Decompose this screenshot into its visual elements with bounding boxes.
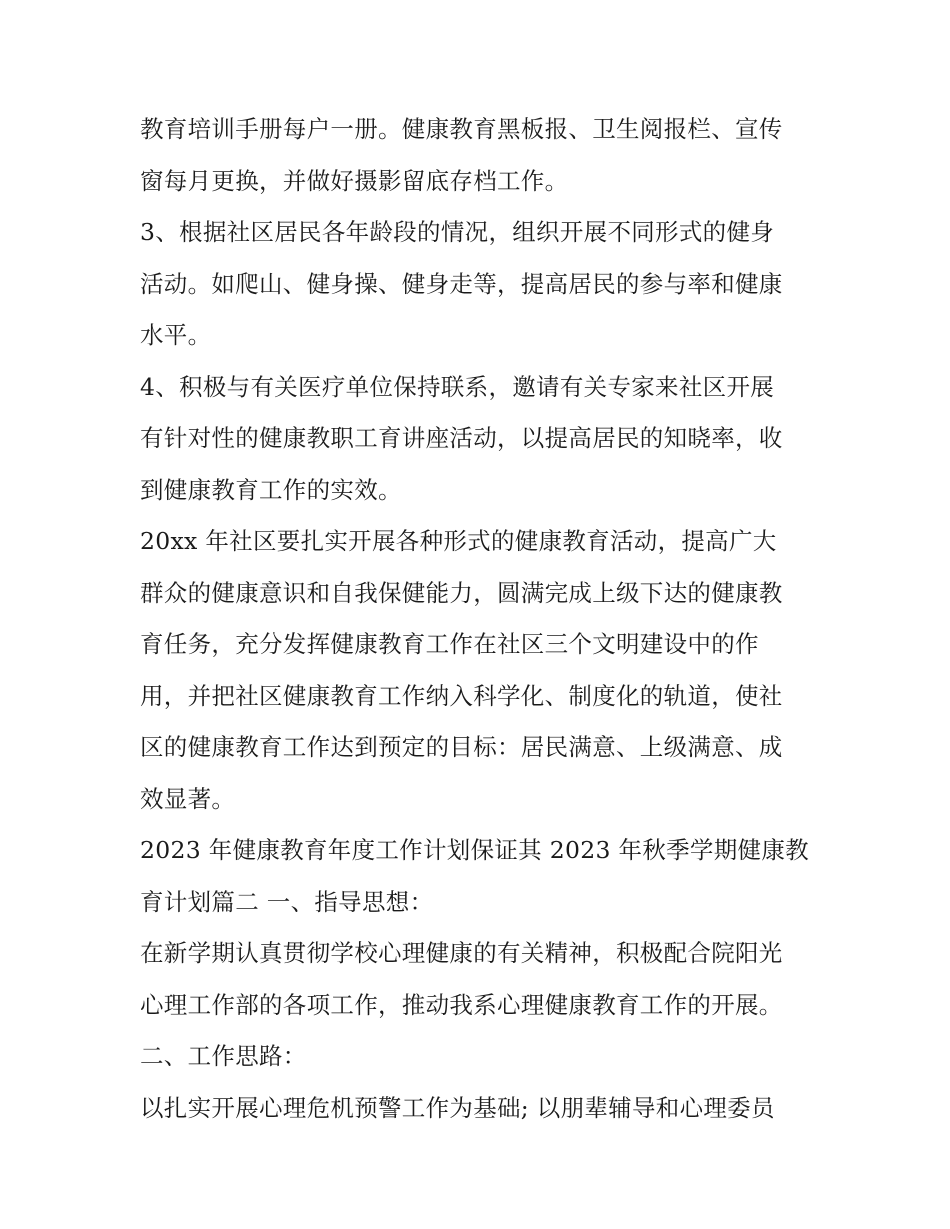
text-line: 窗每月更换，并做好摄影留底存档工作。 xyxy=(140,166,569,195)
text-line: 教育培训手册每户一册。健康教育黑板报、卫生阅报栏、宣传 xyxy=(140,115,783,143)
text-line: 3、根据社区居民各年龄段的情况，组织开展不同形式的健身 xyxy=(140,218,775,246)
text-line: 有针对性的健康教职工育讲座活动，以提高居民的知晓率，收 xyxy=(140,424,783,452)
text-line: 心理工作部的各项工作，推动我系心理健康教育工作的开展。 xyxy=(140,990,783,1019)
text-line: 群众的健康意识和自我保健能力，圆满完成上级下达的健康教 xyxy=(140,578,783,607)
text-line: 以扎实开展心理危机预警工作为基础; 以朋辈辅导和心理委员 xyxy=(140,1093,775,1122)
document-body xyxy=(140,104,820,1134)
text-line: 二、工作思路： xyxy=(140,1042,307,1070)
text-line: 4、积极与有关医疗单位保持联系，邀请有关专家来社区开展 xyxy=(140,372,775,401)
text-line: 20xx 年社区要扎实开展各种形式的健康教育活动，提高广大 xyxy=(140,527,777,555)
text-line: 2023 年健康教育年度工作计划保证其 2023 年秋季学期健康教 xyxy=(140,836,809,864)
text-line: 水平。 xyxy=(140,321,212,349)
text-line: 育任务，充分发挥健康教育工作在社区三个文明建设中的作 xyxy=(140,630,759,658)
text-line: 到健康教育工作的实效。 xyxy=(140,475,402,504)
text-line: 效显著。 xyxy=(140,784,236,813)
text-line: 区的健康教育工作达到预定的目标：居民满意、上级满意、成 xyxy=(140,733,783,761)
text-line: 活动。如爬山、健身操、健身走等，提高居民的参与率和健康 xyxy=(140,269,783,298)
text-line: 在新学期认真贯彻学校心理健康的有关精神，积极配合院阳光 xyxy=(140,939,783,967)
text-line: 育计划篇二 一、指导思想： xyxy=(140,887,434,916)
text-line: 用，并把社区健康教育工作纳入科学化、制度化的轨道，使社 xyxy=(140,681,783,710)
